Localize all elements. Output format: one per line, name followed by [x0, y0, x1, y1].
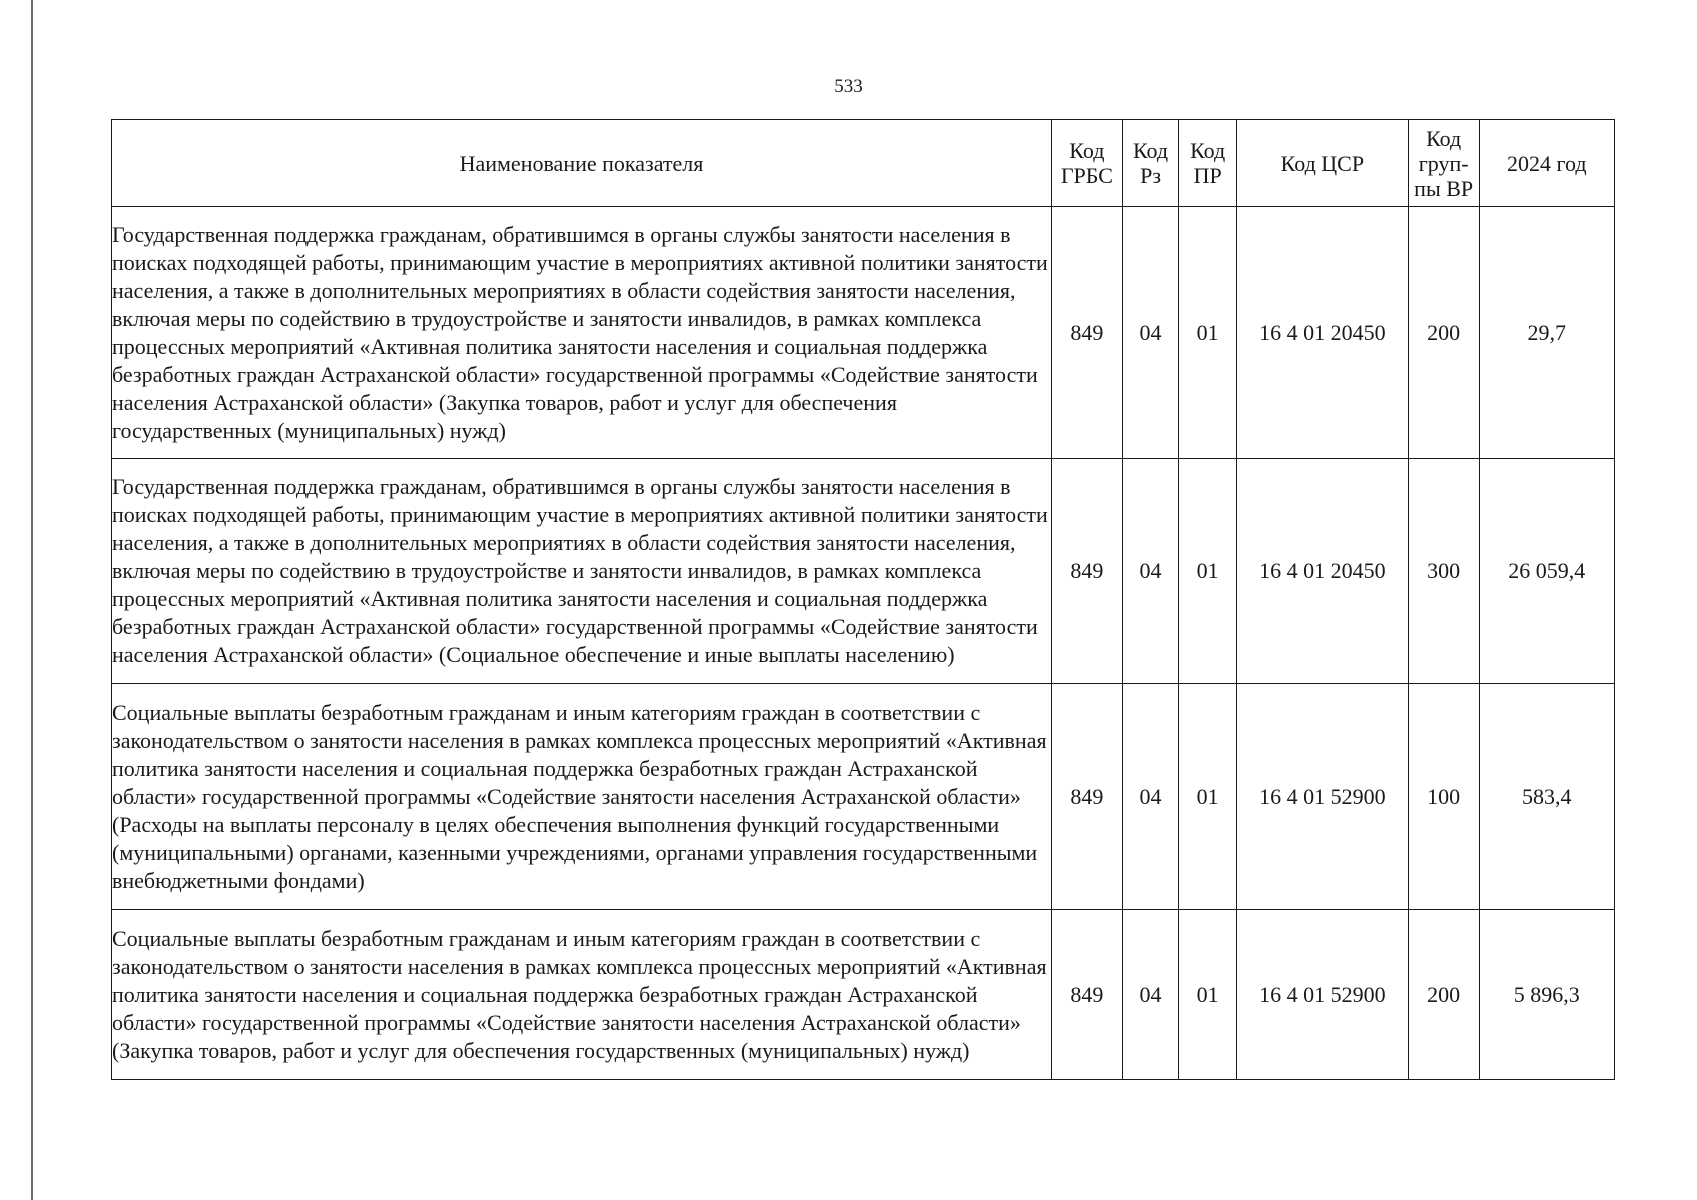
- row-vr: 300: [1408, 459, 1479, 684]
- row-pr: 01: [1179, 910, 1237, 1080]
- header-rz-line1: Код: [1132, 138, 1169, 163]
- header-vr-line2: груп-: [1418, 150, 1469, 176]
- row-csr: 16 4 01 52900: [1236, 684, 1408, 910]
- row-csr: 16 4 01 20450: [1236, 459, 1408, 684]
- row-pr: 01: [1179, 684, 1237, 910]
- header-rz: [1122, 120, 1179, 207]
- header-vr: [1408, 120, 1479, 207]
- row-rz: 04: [1122, 684, 1179, 910]
- row-csr: 16 4 01 52900: [1236, 910, 1408, 1080]
- row-amount: 29,7: [1479, 207, 1614, 459]
- row-vr: 200: [1408, 207, 1479, 459]
- row-name: Социальные выплаты безработным гражданам и иным категориям граждан в соответствии с законодательством о занятости населения в рамках комплекса процессных мероприятий «Активная политика занятости населения и социальная поддержка безработных граждан Астраханской области» государственной программы «Содействие занятости населения Астраханской области» (Закупка товаров, работ и услуг для обеспечения государственных (муниципальных) нужд): [112, 910, 1052, 1080]
- header-pr-line1: Код: [1190, 138, 1226, 163]
- binding-edge-line: [31, 0, 33, 1200]
- row-amount: 26 059,4: [1479, 459, 1614, 684]
- row-rz: 04: [1122, 207, 1179, 459]
- row-csr: 16 4 01 20450: [1236, 207, 1408, 459]
- row-grbs: 849: [1052, 207, 1123, 459]
- header-year: 2024 год: [1479, 120, 1614, 207]
- row-name: Государственная поддержка гражданам, обратившимся в органы службы занятости населения в поисках подходящей работы, принимающим участие в мероприятиях активной политики занятости населения, а также в дополнительных мероприятиях в области содействия занятости населения, включая меры по содействию в трудоустройстве и занятости инвалидов, в рамках комплекса процессных мероприятий «Активная политика занятости населения и социальная поддержка безработных граждан Астраханской области» государственной программы «Содействие занятости населения Астраханской области» (Социальное обеспечение и иные выплаты населению): [112, 459, 1052, 684]
- table-row: [112, 684, 1615, 910]
- table-row: [112, 459, 1615, 684]
- header-vr-line1: Код: [1426, 125, 1462, 151]
- row-amount: 5 896,3: [1479, 910, 1614, 1080]
- budget-table: [111, 119, 1615, 1080]
- row-amount: 583,4: [1479, 684, 1614, 910]
- header-rz-line2: Рз: [1140, 163, 1162, 188]
- row-rz: 04: [1122, 910, 1179, 1080]
- header-csr: Код ЦСР: [1236, 120, 1408, 207]
- row-grbs: 849: [1052, 459, 1123, 684]
- table-row: [112, 910, 1615, 1080]
- header-vr-line3: пы ВР: [1414, 175, 1474, 201]
- header-grbs-line2: ГРБС: [1060, 163, 1113, 188]
- row-name: Государственная поддержка гражданам, обратившимся в органы службы занятости населения в поисках подходящей работы, принимающим участие в мероприятиях активной политики занятости населения, а также в дополнительных мероприятиях в области содействия занятости населения, включая меры по содействию в трудоустройстве и занятости инвалидов, в рамках комплекса процессных мероприятий «Активная политика занятости населения и социальная поддержка безработных граждан Астраханской области» государственной программы «Содействие занятости населения Астраханской области» (Закупка товаров, работ и услуг для обеспечения государственных (муниципальных) нужд): [112, 207, 1052, 459]
- header-grbs-line1: Код: [1069, 138, 1105, 163]
- row-pr: 01: [1179, 207, 1237, 459]
- table-header-row: [112, 120, 1615, 207]
- header-name: Наименование показателя: [112, 120, 1052, 207]
- row-vr: 100: [1408, 684, 1479, 910]
- table-row: [112, 207, 1615, 459]
- row-rz: 04: [1122, 459, 1179, 684]
- row-grbs: 849: [1052, 684, 1123, 910]
- row-vr: 200: [1408, 910, 1479, 1080]
- header-pr: [1179, 120, 1237, 207]
- row-grbs: 849: [1052, 910, 1123, 1080]
- page-number: 533: [834, 76, 863, 97]
- header-grbs: [1052, 120, 1123, 207]
- row-name: Социальные выплаты безработным гражданам и иным категориям граждан в соответствии с законодательством о занятости населения в рамках комплекса процессных мероприятий «Активная политика занятости населения и социальная поддержка безработных граждан Астраханской области» государственной программы «Содействие занятости населения Астраханской области» (Расходы на выплаты персоналу в целях обеспечения выполнения функций государственными (муниципальными) органами, казенными учреждениями, органами управления государственными внебюджетными фондами): [112, 684, 1052, 910]
- header-pr-line2: ПР: [1193, 163, 1222, 188]
- row-pr: 01: [1179, 459, 1237, 684]
